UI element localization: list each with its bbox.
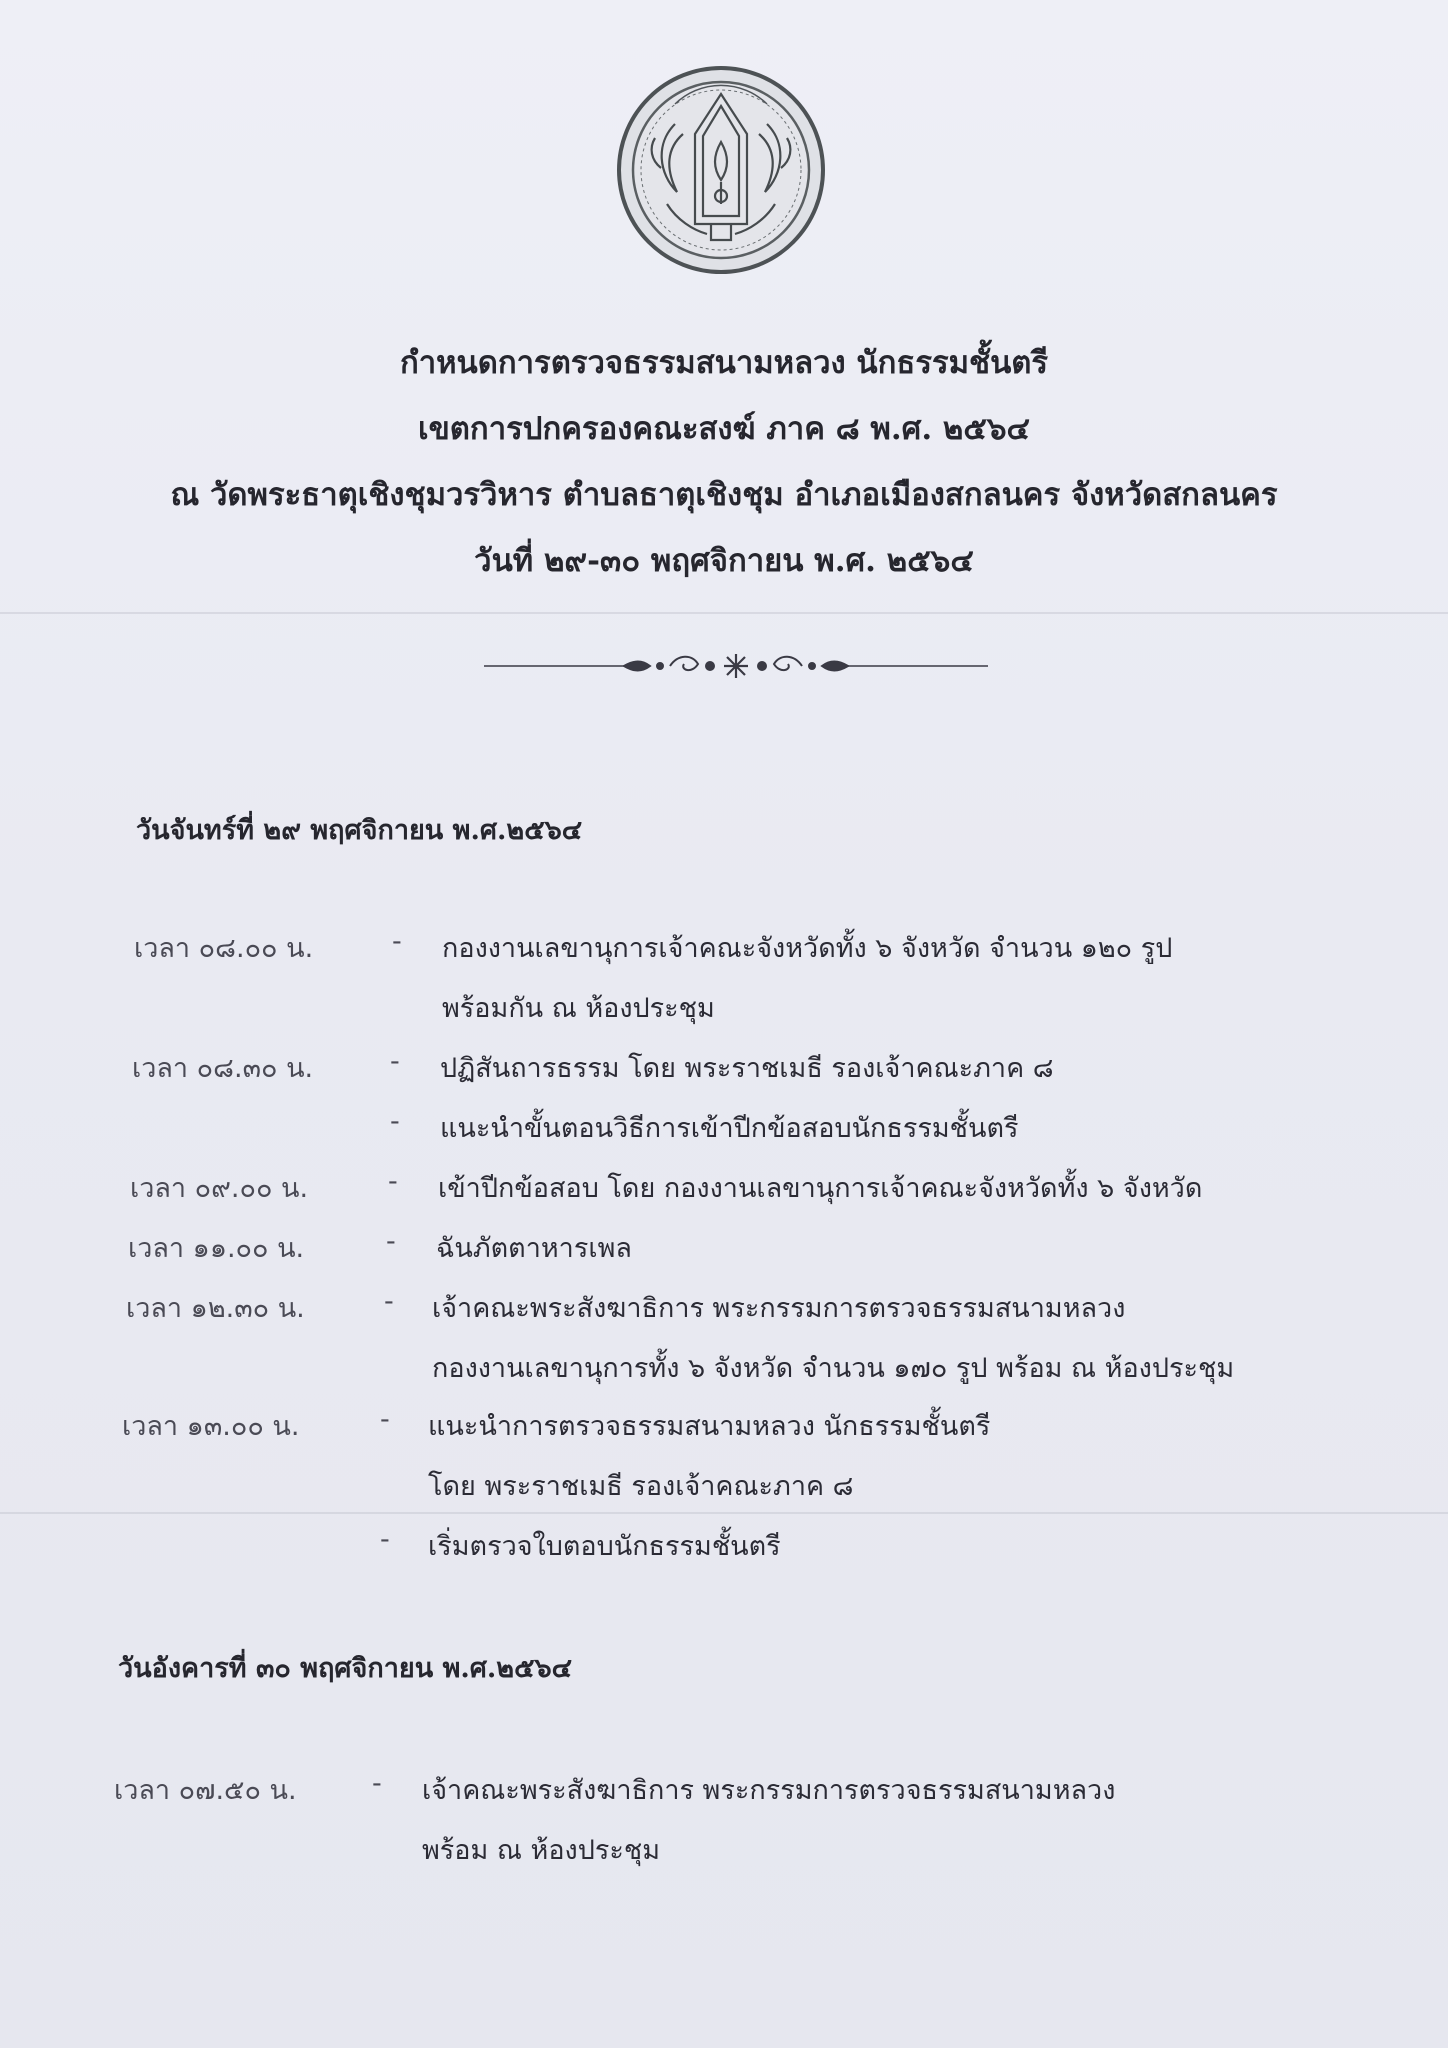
schedule-text: กองงานเลขานุการเจ้าคณะจังหวัดทั้ง ๖ จังหวัด จำนวน ๑๒๐ รูป: [442, 933, 1173, 964]
title-line-4: วันที่ ๒๙-๓๐ พฤศจิกายน พ.ศ. ๒๕๖๔: [474, 543, 974, 579]
schedule-text-continued: พร้อมกัน ณ ห้องประชุม: [442, 993, 715, 1024]
schedule-dash: -: [392, 926, 402, 957]
schedule-text: แนะนำขั้นตอนวิธีการเข้าปีกข้อสอบนักธรรมชั้นตรี: [440, 1113, 1019, 1144]
schedule-time: เวลา ๐๙.๐๐ น.: [130, 1173, 309, 1204]
paper-fold-line: [0, 612, 1448, 614]
schedule-dash: -: [390, 1106, 400, 1137]
schedule-text-continued: โดย พระราชเมธี รองเจ้าคณะภาค ๘: [428, 1471, 854, 1502]
title-line-3: ณ วัดพระธาตุเชิงชุมวรวิหาร ตำบลธาตุเชิงชุม อำเภอเมืองสกลนคร จังหวัดสกลนคร: [170, 477, 1278, 513]
schedule-dash: -: [388, 1166, 398, 1197]
schedule-text: เริ่มตรวจใบตอบนักธรรมชั้นตรี: [428, 1531, 781, 1562]
schedule-dash: -: [380, 1404, 390, 1435]
schedule-time: เวลา ๑๑.๐๐ น.: [128, 1233, 305, 1264]
schedule-dash: -: [386, 1226, 396, 1257]
schedule-time: เวลา ๑๒.๓๐ น.: [126, 1293, 305, 1324]
schedule-dash: -: [372, 1768, 382, 1799]
schedule-time: เวลา ๑๓.๐๐ น.: [122, 1411, 300, 1442]
schedule-text: เจ้าคณะพระสังฆาธิการ พระกรรมการตรวจธรรมสนามหลวง: [432, 1293, 1126, 1324]
title-line-2: เขตการปกครองคณะสงฆ์ ภาค ๘ พ.ศ. ๒๕๖๔: [418, 411, 1030, 447]
schedule-dash: -: [390, 1046, 400, 1077]
document-title-block: [0, 330, 1448, 594]
schedule-time: เวลา ๐๘.๓๐ น.: [132, 1053, 314, 1084]
schedule-text: ปฏิสันถารธรรม โดย พระราชเมธี รองเจ้าคณะภาค ๘: [440, 1053, 1054, 1084]
day-heading-tuesday: วันอังคารที่ ๓๐ พฤศจิกายน พ.ศ.๒๕๖๔: [118, 1653, 573, 1684]
schedule-time: เวลา ๐๗.๕๐ น.: [114, 1775, 297, 1806]
schedule-text: เจ้าคณะพระสังฆาธิการ พระกรรมการตรวจธรรมสนามหลวง: [422, 1775, 1116, 1806]
schedule-time: เวลา ๐๘.๐๐ น.: [134, 933, 314, 964]
schedule-text-continued: พร้อม ณ ห้องประชุม: [422, 1835, 660, 1866]
schedule-text: เข้าปีกข้อสอบ โดย กองงานเลขานุการเจ้าคณะจังหวัดทั้ง ๖ จังหวัด: [438, 1173, 1203, 1204]
schedule-text: ฉันภัตตาหารเพล: [436, 1233, 632, 1264]
ecclesiastical-seal-emblem: [615, 64, 827, 276]
schedule-dash: -: [380, 1524, 390, 1555]
schedule-text: แนะนำการตรวจธรรมสนามหลวง นักธรรมชั้นตรี: [428, 1411, 991, 1442]
paper-fold-line: [0, 1512, 1448, 1514]
day-heading-monday: วันจันทร์ที่ ๒๙ พฤศจิกายน พ.ศ.๒๕๖๔: [136, 815, 583, 846]
schedule-dash: -: [384, 1286, 394, 1317]
ornament-divider: [484, 646, 988, 686]
schedule-text-continued: กองงานเลขานุการทั้ง ๖ จังหวัด จำนวน ๑๗๐ รูป พร้อม ณ ห้องประชุม: [432, 1353, 1235, 1384]
title-line-1: กำหนดการตรวจธรรมสนามหลวง นักธรรมชั้นตรี: [399, 345, 1049, 381]
